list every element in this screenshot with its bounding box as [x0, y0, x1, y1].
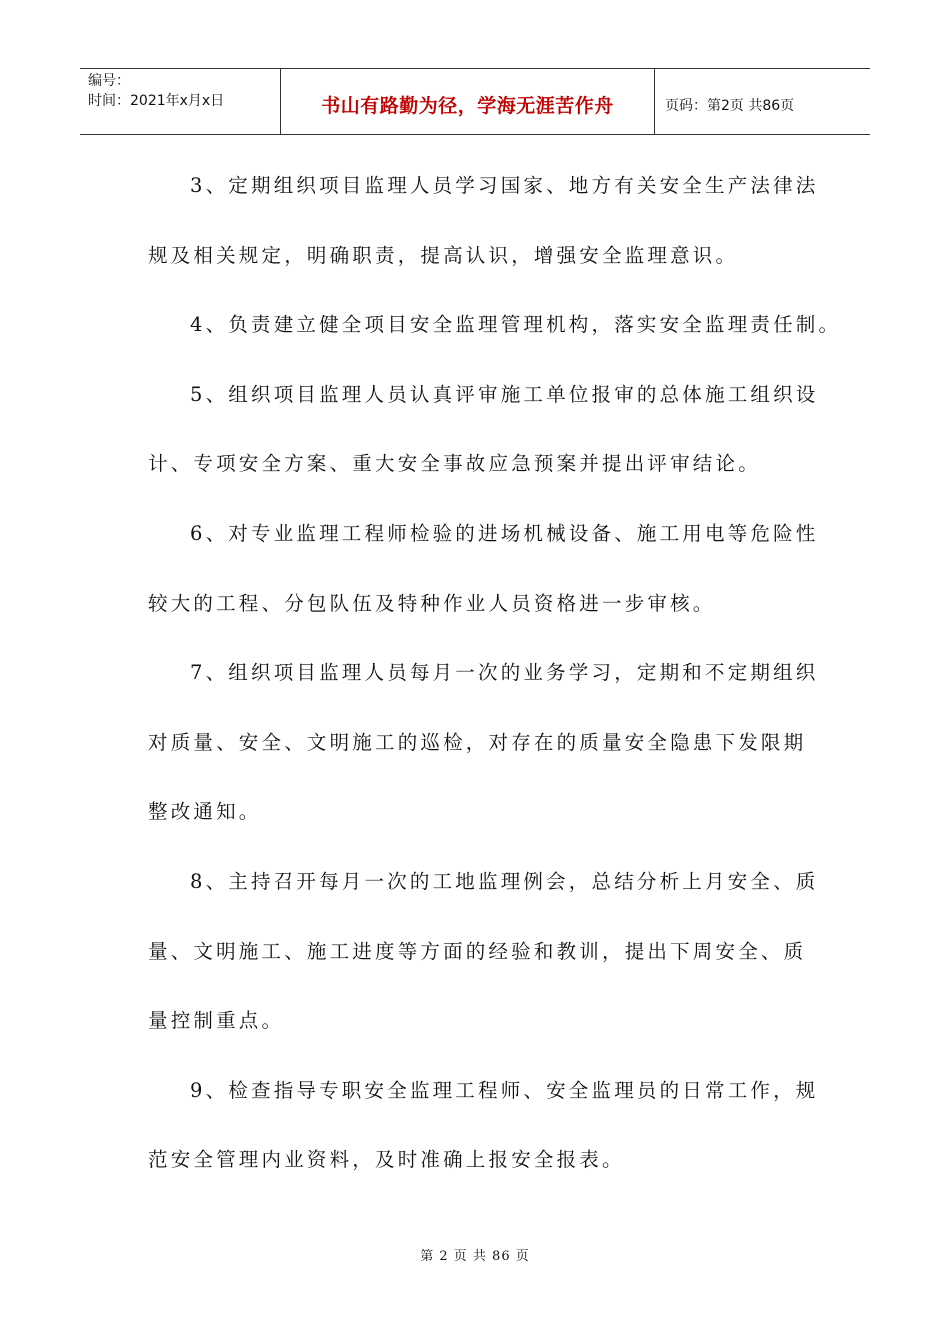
- text-line: 7、组织项目监理人员每月一次的业务学习，定期和不定期组织: [190, 661, 819, 685]
- text-line: 5、组织项目监理人员认真评审施工单位报审的总体施工组织设: [190, 382, 819, 406]
- text-line: 较大的工程、分包队伍及特种作业人员资格进一步审核。: [148, 591, 716, 615]
- document-number-label: 编号：: [88, 73, 130, 89]
- text-line: 量控制重点。: [148, 1009, 285, 1033]
- text-line: 6、对专业监理工程师检验的进场机械设备、施工用电等危险性: [190, 521, 819, 545]
- text-line: 范安全管理内业资料，及时准确上报安全报表。: [148, 1148, 625, 1172]
- text-line: 整改通知。: [148, 800, 262, 824]
- text-line: 计、专项安全方案、重大安全事故应急预案并提出评审结论。: [148, 452, 761, 476]
- page-header: [80, 68, 870, 135]
- header-motto: 书山有路勤为径，学海无涯苦作舟: [281, 69, 655, 134]
- text-line: 9、检查指导专职安全监理工程师、安全监理员的日常工作，规: [190, 1078, 819, 1102]
- text-line: 4、负责建立健全项目安全监理管理机构，落实安全监理责任制。: [190, 313, 842, 337]
- header-page-info: 页码：第2页 共86页: [665, 97, 795, 114]
- text-line: 规及相关规定，明确职责，提高认识，增强安全监理意识。: [148, 243, 739, 267]
- text-line: 对质量、安全、文明施工的巡检，对存在的质量安全隐患下发限期: [148, 730, 807, 754]
- document-body: [148, 162, 842, 1206]
- text-line: 量、文明施工、施工进度等方面的经验和教训，提出下周安全、质: [148, 939, 807, 963]
- text-line: 8、主持召开每月一次的工地监理例会，总结分析上月安全、质: [190, 869, 819, 893]
- text-line: 3、定期组织项目监理人员学习国家、地方有关安全生产法律法: [190, 174, 819, 197]
- header-meta: [80, 69, 281, 134]
- page-footer: 第 2 页 共 86 页: [420, 1249, 530, 1264]
- document-date: 时间：2021年x月x日: [88, 93, 225, 109]
